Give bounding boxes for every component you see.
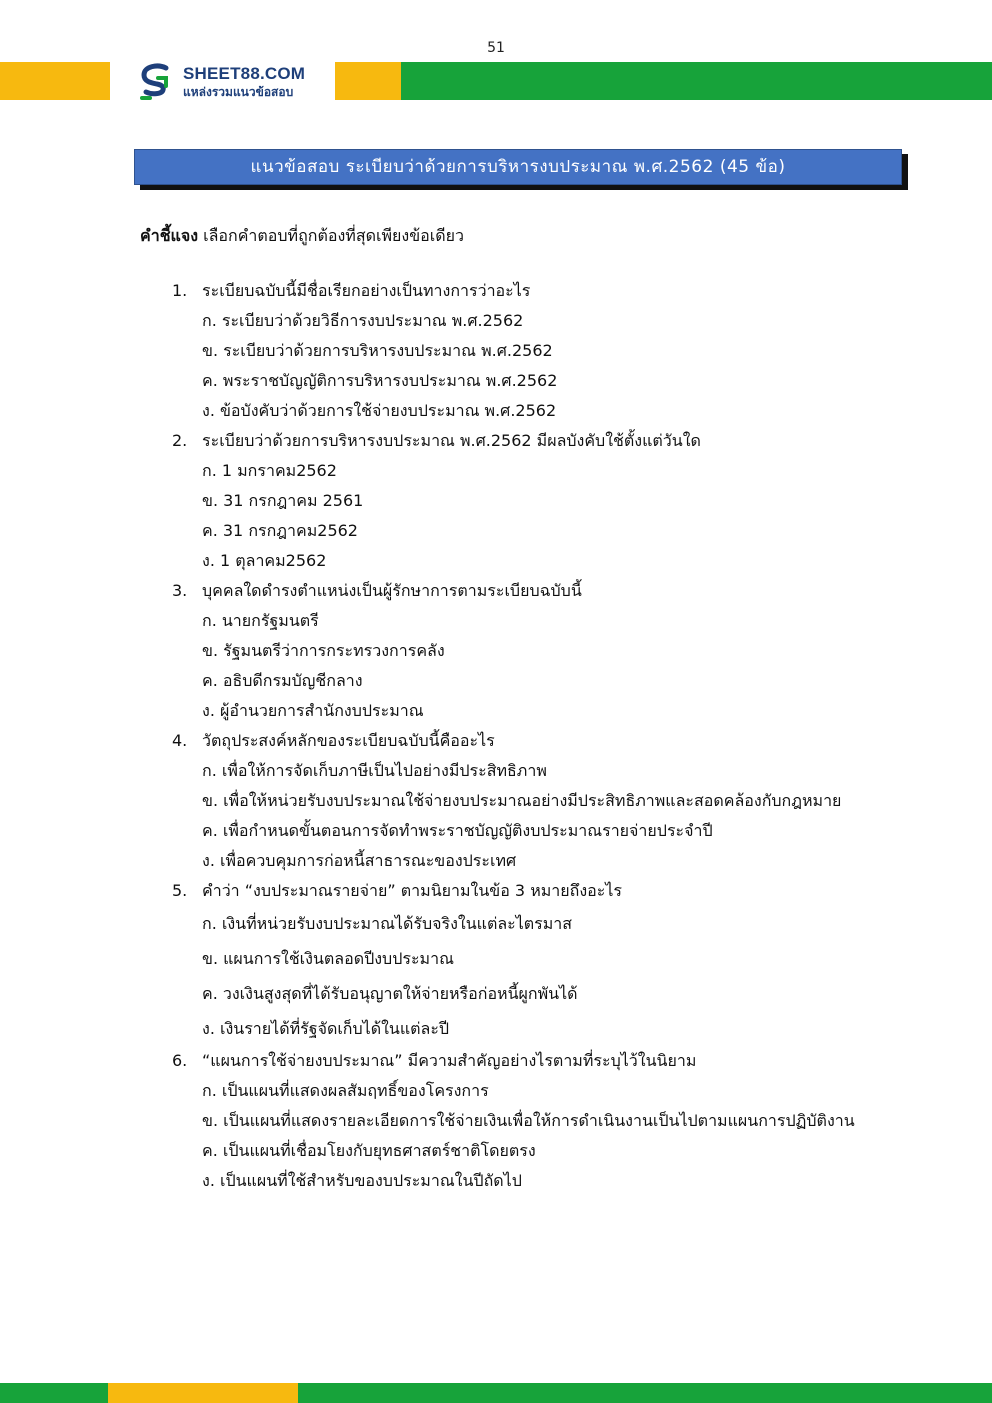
header-bar-green (401, 62, 992, 100)
option-d: ง. เพื่อควบคุมการก่อหนี้สาธารณะของประเทศ (202, 851, 517, 870)
option-b: ข. รัฐมนตรีว่าการกระทรวงการคลัง (202, 641, 445, 660)
question-text: วัตถุประสงค์หลักของระเบียบฉบับนี้คืออะไร (202, 731, 495, 750)
option-c: ค. เพื่อกำหนดขั้นตอนการจัดทำพระราชบัญญัติงบประมาณรายจ่ายประจำปี (202, 821, 713, 840)
question-stem (172, 426, 892, 456)
question-1 (172, 276, 892, 426)
question-stem (172, 1046, 892, 1076)
option-d: ง. ผู้อำนวยการสำนักงบประมาณ (202, 701, 424, 720)
question-stem (172, 576, 892, 606)
option-d: ง. เป็นแผนที่ใช้สำหรับของบประมาณในปีถัดไป (202, 1171, 522, 1190)
page-number: 51 (487, 40, 505, 56)
option-c: ค. อธิบดีกรมบัญชีกลาง (202, 671, 363, 690)
question-text: คำว่า “งบประมาณรายจ่าย” ตามนิยามในข้อ 3 หมายถึงอะไร (202, 881, 622, 900)
option-a: ก. เป็นแผนที่แสดงผลสัมฤทธิ์ของโครงการ (202, 1081, 489, 1100)
instructions-text: เลือกคำตอบที่ถูกต้องที่สุดเพียงข้อเดียว (198, 226, 464, 245)
option-c: ค. พระราชบัญญัติการบริหารงบประมาณ พ.ศ.2562 (202, 371, 558, 390)
question-4 (172, 726, 892, 876)
option-b: ข. เป็นแผนที่แสดงรายละเอียดการใช้จ่ายเงินเพื่อให้การดำเนินงานเป็นไปตามแผนการปฏิบัติงาน (202, 1111, 855, 1130)
logo-title: SHEET88.COM (183, 64, 306, 83)
question-6 (172, 1046, 892, 1196)
option-a: ก. เพื่อให้การจัดเก็บภาษีเป็นไปอย่างมีประสิทธิภาพ (202, 761, 547, 780)
option-d: ง. เงินรายได้ที่รัฐจัดเก็บได้ในแต่ละปี (202, 1019, 450, 1038)
option-c: ค. 31 กรกฎาคม2562 (202, 521, 358, 540)
question-3 (172, 576, 892, 726)
instructions-label: คำชี้แจง (140, 226, 199, 245)
footer-bar-green-right (298, 1383, 992, 1403)
logo-tagline: แหล่งรวมแนวข้อสอบ (183, 85, 294, 99)
question-number: 2. (172, 431, 188, 450)
instructions (140, 224, 464, 249)
question-number: 4. (172, 731, 188, 750)
option-c: ค. เป็นแผนที่เชื่อมโยงกับยุทธศาสตร์ชาติโดยตรง (202, 1141, 536, 1160)
sheet88-logo (136, 62, 326, 102)
option-d: ง. ข้อบังคับว่าด้วยการใช้จ่ายงบประมาณ พ.ศ.2562 (202, 401, 557, 420)
question-2 (172, 426, 892, 576)
header-bar-yellow-left (0, 62, 110, 100)
header-bar-yellow-right (335, 62, 401, 100)
question-text: ระเบียบฉบับนี้มีชื่อเรียกอย่างเป็นทางการว่าอะไร (202, 281, 531, 300)
option-b: ข. แผนการใช้เงินตลอดปีงบประมาณ (202, 949, 454, 968)
footer-color-bar (0, 1383, 992, 1403)
question-number: 1. (172, 281, 188, 300)
option-b: ข. เพื่อให้หน่วยรับงบประมาณใช้จ่ายงบประมาณอย่างมีประสิทธิภาพและสอดคล้องกับกฎหมาย (202, 791, 842, 810)
option-a: ก. 1 มกราคม2562 (202, 461, 337, 480)
question-stem (172, 276, 892, 306)
option-b: ข. 31 กรกฎาคม 2561 (202, 491, 364, 510)
question-5 (172, 876, 892, 1046)
question-stem (172, 876, 892, 906)
option-a: ก. นายกรัฐมนตรี (202, 611, 319, 630)
sheet88-s-icon (136, 62, 176, 102)
question-text: บุคคลใดดำรงตำแหน่งเป็นผู้รักษาการตามระเบียบฉบับนี้ (202, 581, 582, 600)
option-c: ค. วงเงินสูงสุดที่ได้รับอนุญาตให้จ่ายหรือก่อหนี้ผูกพันได้ (202, 984, 578, 1003)
question-number: 3. (172, 581, 188, 600)
question-number: 5. (172, 881, 188, 900)
question-number: 6. (172, 1051, 188, 1070)
page-title: แนวข้อสอบ ระเบียบว่าด้วยการบริหารงบประมาณ พ.ศ.2562 (45 ข้อ) (134, 149, 902, 185)
question-text: ระเบียบว่าด้วยการบริหารงบประมาณ พ.ศ.2562 มีผลบังคับใช้ตั้งแต่วันใด (202, 431, 701, 450)
question-list (172, 276, 892, 1196)
footer-bar-yellow (108, 1383, 298, 1403)
option-a: ก. ระเบียบว่าด้วยวิธีการงบประมาณ พ.ศ.2562 (202, 311, 524, 330)
question-stem (172, 726, 892, 756)
footer-bar-green-left (0, 1383, 108, 1403)
question-text: “แผนการใช้จ่ายงบประมาณ” มีความสำคัญอย่างไรตามที่ระบุไว้ในนิยาม (202, 1051, 697, 1070)
option-b: ข. ระเบียบว่าด้วยการบริหารงบประมาณ พ.ศ.2562 (202, 341, 553, 360)
option-a: ก. เงินที่หน่วยรับงบประมาณได้รับจริงในแต่ละไตรมาส (202, 914, 573, 933)
option-d: ง. 1 ตุลาคม2562 (202, 551, 327, 570)
